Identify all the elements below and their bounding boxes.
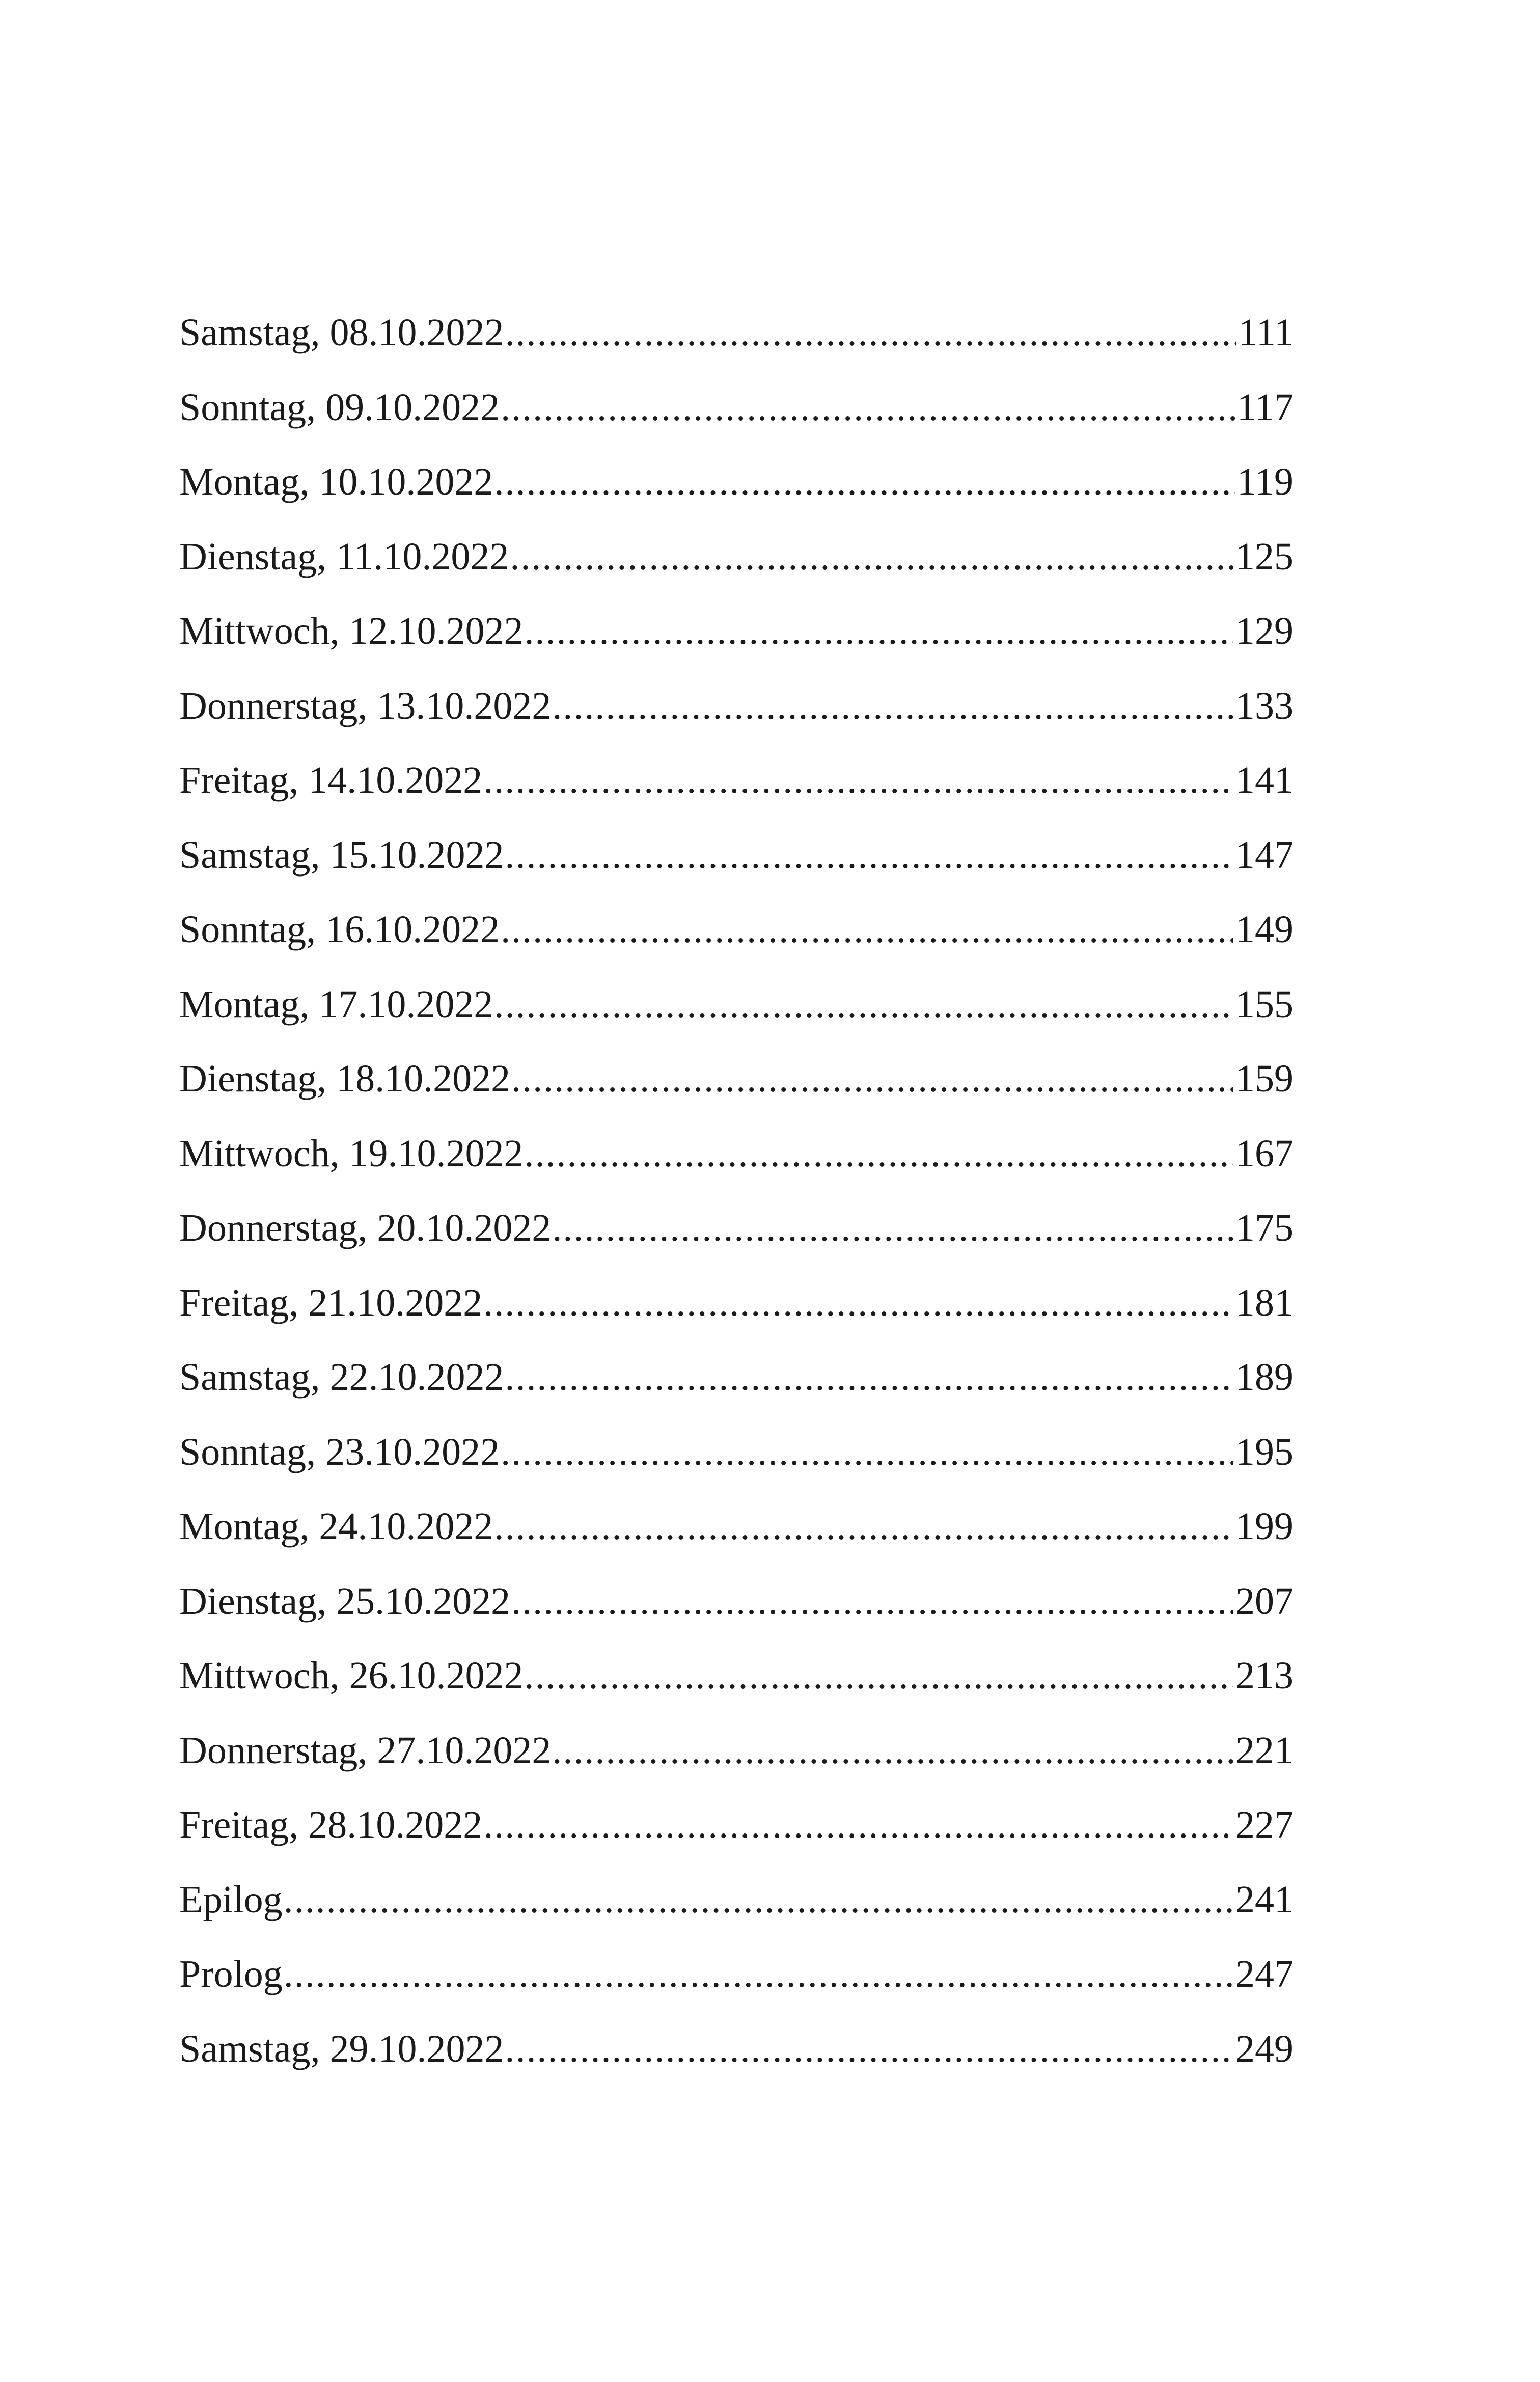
toc-dot-leader: [552, 669, 1233, 744]
toc-entry-title: Mittwoch, 26.10.2022: [179, 1654, 524, 1697]
toc-dot-leader: [511, 1042, 1233, 1116]
toc-entry-page: 147: [1235, 833, 1294, 877]
toc-entry-page: 133: [1235, 684, 1294, 727]
toc-dot-leader: [510, 519, 1233, 594]
toc-entry-page: 199: [1235, 1505, 1294, 1548]
toc-entry[interactable]: [179, 743, 1294, 818]
toc-entry-page: 241: [1235, 1878, 1294, 1921]
toc-dot-leader: [511, 1564, 1233, 1639]
toc-dot-leader: [483, 743, 1233, 818]
toc-dot-leader: [483, 1788, 1233, 1863]
toc-entry-page: 125: [1235, 535, 1294, 578]
toc-entry[interactable]: [179, 1564, 1294, 1639]
toc-entry-page: 159: [1235, 1057, 1294, 1100]
toc-entry-title: Freitag, 28.10.2022: [179, 1803, 483, 1846]
toc-entry[interactable]: [179, 1937, 1294, 2012]
toc-entry-title: Freitag, 21.10.2022: [179, 1281, 483, 1324]
toc-dot-leader: [483, 1266, 1233, 1340]
toc-entry-title: Sonntag, 16.10.2022: [179, 908, 500, 951]
toc-entry-title: Samstag, 08.10.2022: [179, 311, 504, 354]
toc-entry[interactable]: [179, 445, 1294, 519]
toc-dot-leader: [505, 1340, 1233, 1415]
toc-entry[interactable]: [179, 669, 1294, 744]
toc-entry-page: 207: [1235, 1579, 1294, 1623]
toc-entry-title: Epilog: [179, 1878, 283, 1921]
toc-entry[interactable]: [179, 1116, 1294, 1191]
toc-entry-page: 221: [1235, 1729, 1294, 1772]
toc-dot-leader: [552, 1191, 1233, 1266]
toc-dot-leader: [494, 445, 1234, 519]
toc-entry-title: Montag, 24.10.2022: [179, 1505, 493, 1548]
toc-entry[interactable]: [179, 1266, 1294, 1340]
toc-entry-page: 167: [1235, 1132, 1294, 1175]
toc-dot-leader: [501, 1415, 1233, 1490]
toc-entry[interactable]: [179, 370, 1294, 445]
toc-entry-page: 175: [1235, 1207, 1294, 1249]
toc-entry-title: Donnerstag, 20.10.2022: [179, 1207, 552, 1249]
toc-entry[interactable]: [179, 1489, 1294, 1564]
toc-entry-page: 195: [1235, 1430, 1294, 1473]
toc-entry[interactable]: [179, 1863, 1294, 1937]
toc-entry-title: Donnerstag, 27.10.2022: [179, 1729, 552, 1772]
toc-entry-page: 189: [1235, 1356, 1294, 1399]
toc-entry-title: Samstag, 15.10.2022: [179, 833, 504, 877]
toc-dot-leader: [552, 1713, 1233, 1788]
toc-entry-page: 249: [1235, 2027, 1294, 2070]
toc-dot-leader: [284, 1937, 1233, 2012]
toc-entry[interactable]: [179, 1638, 1294, 1713]
toc-entry-page: 149: [1235, 908, 1294, 951]
toc-entry[interactable]: [179, 818, 1294, 893]
toc-entry[interactable]: [179, 2012, 1294, 2087]
table-of-contents: [179, 295, 1294, 2086]
toc-entry[interactable]: [179, 1191, 1294, 1266]
toc-entry-title: Sonntag, 23.10.2022: [179, 1430, 500, 1473]
toc-entry-page: 119: [1236, 460, 1294, 503]
toc-dot-leader: [505, 2012, 1233, 2087]
toc-entry-title: Dienstag, 11.10.2022: [179, 535, 509, 578]
toc-dot-leader: [525, 1638, 1233, 1713]
toc-dot-leader: [501, 370, 1235, 445]
toc-entry-title: Prolog: [179, 1953, 283, 1995]
toc-entry-title: Mittwoch, 19.10.2022: [179, 1132, 524, 1175]
toc-entry[interactable]: [179, 1788, 1294, 1863]
toc-entry[interactable]: [179, 594, 1294, 669]
toc-dot-leader: [501, 892, 1233, 967]
toc-entry[interactable]: [179, 1340, 1294, 1415]
toc-entry-page: 181: [1235, 1281, 1294, 1324]
toc-dot-leader: [494, 967, 1233, 1042]
toc-dot-leader: [284, 1863, 1233, 1937]
toc-entry[interactable]: [179, 892, 1294, 967]
toc-entry-title: Freitag, 14.10.2022: [179, 759, 483, 802]
toc-dot-leader: [525, 1116, 1233, 1191]
toc-dot-leader: [505, 295, 1236, 370]
toc-entry[interactable]: [179, 1415, 1294, 1490]
toc-entry-page: 129: [1235, 610, 1294, 652]
toc-entry-page: 227: [1235, 1803, 1294, 1846]
toc-entry-title: Montag, 10.10.2022: [179, 460, 493, 503]
toc-entry-title: Dienstag, 25.10.2022: [179, 1579, 511, 1623]
toc-entry-page: 141: [1235, 759, 1294, 802]
toc-entry-title: Samstag, 22.10.2022: [179, 1356, 504, 1399]
toc-entry-title: Samstag, 29.10.2022: [179, 2027, 504, 2070]
toc-entry[interactable]: [179, 519, 1294, 594]
toc-entry-page: 247: [1235, 1953, 1294, 1995]
toc-entry[interactable]: [179, 967, 1294, 1042]
toc-entry[interactable]: [179, 1713, 1294, 1788]
toc-entry-title: Donnerstag, 13.10.2022: [179, 684, 552, 727]
toc-entry-page: 213: [1235, 1654, 1294, 1697]
toc-dot-leader: [494, 1489, 1233, 1564]
toc-entry[interactable]: [179, 1042, 1294, 1116]
toc-entry-title: Dienstag, 18.10.2022: [179, 1057, 511, 1100]
toc-entry-title: Montag, 17.10.2022: [179, 982, 493, 1026]
toc-entry-page: 117: [1236, 386, 1294, 429]
toc-entry-title: Sonntag, 09.10.2022: [179, 386, 500, 429]
toc-dot-leader: [525, 594, 1233, 669]
toc-entry-page: 155: [1235, 982, 1294, 1026]
toc-entry-page: 111: [1238, 311, 1294, 354]
toc-entry[interactable]: [179, 295, 1294, 370]
toc-dot-leader: [505, 818, 1233, 893]
toc-entry-title: Mittwoch, 12.10.2022: [179, 610, 524, 652]
